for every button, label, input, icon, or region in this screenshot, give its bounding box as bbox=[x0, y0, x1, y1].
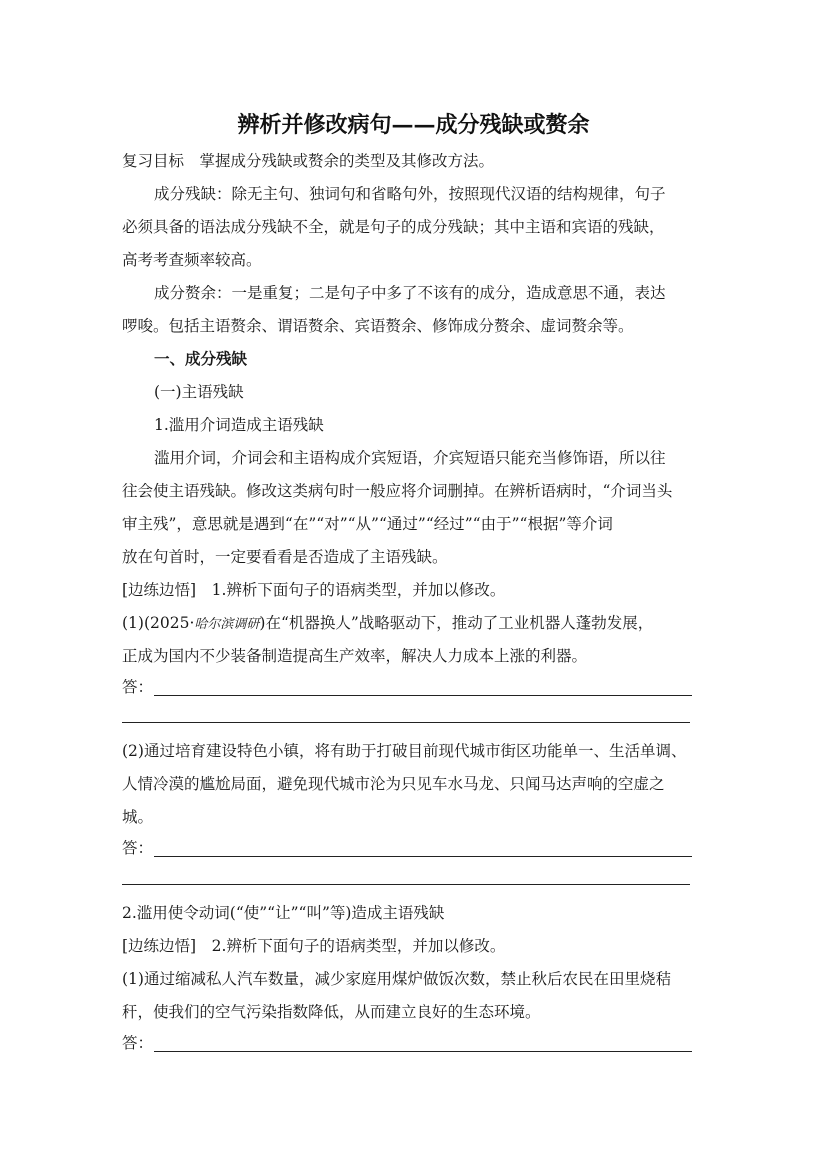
answer-field-3[interactable] bbox=[122, 1032, 692, 1054]
point-1-heading: 1.滥用介词造成主语残缺 bbox=[154, 416, 324, 434]
intro-extra-line-2: 啰唆。包括主语赘余、谓语赘余、宾语赘余、修饰成分赘余、虚词赘余等。 bbox=[122, 317, 634, 335]
point-1-paragraph-line-2: 往会使主语残缺。修改这类病句时一般应将介词删掉。在辨析语病时，“介词当头 bbox=[122, 482, 673, 500]
question-1-line-1 bbox=[122, 612, 653, 636]
question-number: (1)(2025· bbox=[122, 614, 195, 632]
question-2-line-3: 城。 bbox=[122, 808, 154, 826]
intro-lack-line-3: 高考考查频率较高。 bbox=[122, 251, 262, 269]
answer-label: 答： bbox=[122, 839, 154, 857]
answer-label: 答： bbox=[122, 678, 154, 696]
page-title: 辨析并修改病句——成分残缺或赘余 bbox=[237, 112, 590, 138]
question-text: )在“机器换人”战略驱动下，推动了工业机器人蓬勃发展， bbox=[259, 614, 654, 632]
practice-tag: [边练边悟] bbox=[122, 581, 197, 599]
answer-blank-line[interactable] bbox=[122, 722, 690, 723]
practice-prompt: 2.辨析下面句子的语病类型，并加以修改。 bbox=[196, 937, 506, 955]
practice-2-instruction bbox=[122, 935, 505, 957]
intro-lack-line-2: 必须具备的语法成分残缺不全，就是句子的成分残缺；其中主语和宾语的残缺， bbox=[122, 218, 665, 236]
practice-1-instruction bbox=[122, 579, 505, 601]
section-heading: 一、成分残缺 bbox=[154, 349, 248, 368]
question-3-line-2: 秆，使我们的空气污染指数降低，从而建立良好的生态环境。 bbox=[122, 1003, 541, 1021]
intro-extra-line-1: 成分赘余：一是重复；二是句子中多了不该有的成分，造成意思不通，表达 bbox=[154, 284, 666, 302]
answer-underline bbox=[154, 856, 692, 857]
practice-prompt: 1.辨析下面句子的语病类型，并加以修改。 bbox=[196, 581, 506, 599]
question-2-line-2: 人情冷漠的尴尬局面，避免现代城市沦为只见车水马龙、只闻马达声响的空虚之 bbox=[122, 775, 665, 793]
practice-tag: [边练边悟] bbox=[122, 937, 197, 955]
intro-lack-line-1: 成分残缺：除无主句、独词句和省略句外，按照现代汉语的结构规律，句子 bbox=[154, 185, 666, 203]
point-2-heading: 2.滥用使令动词(“使”“让”“叫”等)造成主语残缺 bbox=[122, 904, 445, 922]
point-1-paragraph-line-1: 滥用介词，介词会和主语构成介宾短语，介宾短语只能充当修饰语，所以往 bbox=[154, 449, 666, 467]
point-1-paragraph-line-3: 审主残”，意思就是遇到“在”“对”“从”“通过”“经过”“由于”“根据”等介词 bbox=[122, 515, 613, 533]
question-2-line-1: (2)通过培育建设特色小镇，将有助于打破目前现代城市街区功能单一、生活单调、 bbox=[122, 742, 687, 760]
review-goal: 复习目标 掌握成分残缺或赘余的类型及其修改方法。 bbox=[122, 152, 495, 170]
point-1-paragraph-line-4: 放在句首时，一定要看看是否造成了主语残缺。 bbox=[122, 548, 448, 566]
answer-field-1[interactable] bbox=[122, 676, 692, 698]
answer-field-2[interactable] bbox=[122, 837, 692, 859]
subsection-heading: (一)主语残缺 bbox=[154, 383, 244, 401]
answer-underline bbox=[154, 695, 692, 696]
answer-label: 答： bbox=[122, 1034, 154, 1052]
question-3-line-1: (1)通过缩减私人汽车数量，减少家庭用煤炉做饭次数，禁止秋后农民在田里烧秸 bbox=[122, 970, 671, 988]
question-1-line-2: 正成为国内不少装备制造提高生产效率，解决人力成本上涨的利器。 bbox=[122, 647, 588, 665]
answer-blank-line[interactable] bbox=[122, 884, 690, 885]
answer-underline bbox=[154, 1051, 692, 1052]
question-source: 哈尔滨调研 bbox=[194, 617, 260, 632]
